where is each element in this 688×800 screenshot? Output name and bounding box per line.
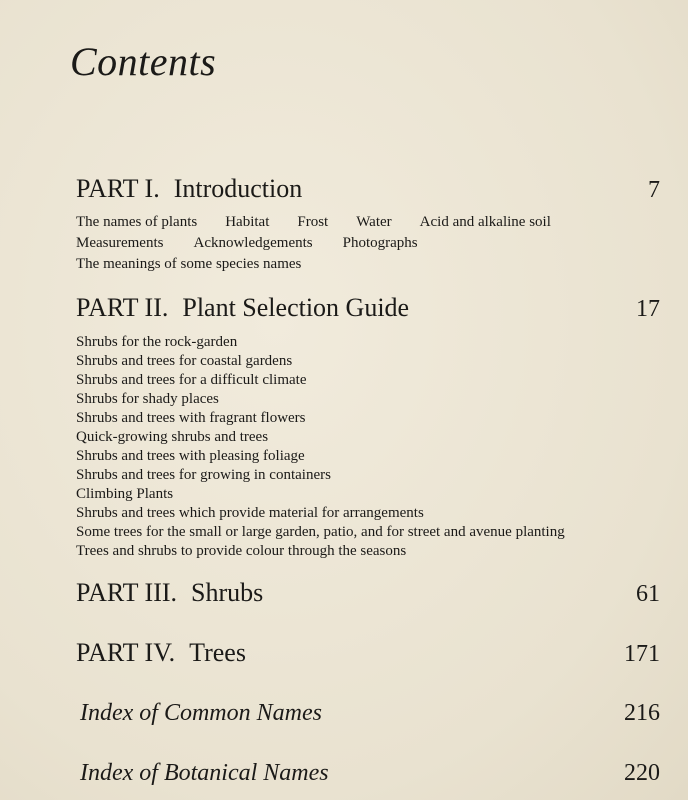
part-2-items [76, 333, 676, 561]
intro-item: Photographs [342, 235, 418, 251]
part-4-page: 171 [624, 641, 660, 667]
intro-item: Frost [297, 214, 329, 230]
intro-item: Habitat [225, 214, 270, 230]
part-4-heading [76, 638, 246, 668]
toc-entry-part-2[interactable] [76, 293, 660, 323]
intro-line-3 [76, 254, 666, 275]
list-item: Quick-growing shrubs and trees [76, 429, 269, 445]
toc-entry-index-common[interactable] [80, 700, 660, 727]
list-item: Shrubs and trees which provide material for arrangements [76, 505, 424, 521]
list-item: Shrubs for the rock-garden [76, 334, 238, 350]
part-3-label: PART III. [76, 578, 178, 607]
part-3-heading [76, 578, 263, 608]
toc-entry-part-3[interactable] [76, 578, 660, 608]
page-title: Contents [70, 39, 217, 84]
list-item: Shrubs and trees for a difficult climate [76, 372, 307, 388]
part-1-name: Introduction [173, 174, 303, 203]
list-item: Shrubs and trees with fragrant flowers [76, 410, 306, 426]
toc-entry-part-1[interactable] [76, 174, 660, 204]
intro-item: Water [356, 214, 392, 230]
list-item: Shrubs and trees for coastal gardens [76, 353, 293, 369]
index-botanical-name: Index of Botanical Names [80, 760, 329, 786]
part-1-page: 7 [648, 177, 660, 203]
list-item: Shrubs for shady places [76, 391, 219, 407]
part-3-page: 61 [636, 581, 660, 607]
part-2-page: 17 [636, 296, 660, 322]
part-2-name: Plant Selection Guide [182, 293, 410, 322]
index-common-page: 216 [624, 700, 660, 726]
intro-item: Acknowledgements [193, 235, 313, 251]
index-common-name: Index of Common Names [80, 700, 322, 726]
toc-entry-index-botanical[interactable] [80, 760, 660, 787]
intro-line-2 [76, 233, 666, 254]
list-item: Shrubs and trees with pleasing foliage [76, 448, 305, 464]
list-item: Climbing Plants [76, 486, 174, 502]
part-2-label: PART II. [76, 293, 169, 322]
index-botanical-page: 220 [624, 760, 660, 786]
list-item: Trees and shrubs to provide colour through the seasons [76, 543, 407, 559]
list-item: Shrubs and trees for growing in containers [76, 467, 331, 483]
intro-item: Measurements [76, 235, 164, 251]
part-1-label: PART I. [76, 174, 160, 203]
list-item: Some trees for the small or large garden, patio, and for street and avenue planting [76, 524, 565, 540]
intro-item: The meanings of some species names [76, 256, 302, 272]
intro-item: Acid and alkaline soil [419, 214, 551, 230]
part-3-name: Shrubs [191, 578, 264, 607]
intro-line-1 [76, 212, 666, 233]
part-4-label: PART IV. [76, 638, 176, 667]
part-2-heading [76, 293, 409, 323]
part-4-name: Trees [189, 638, 246, 667]
toc-entry-part-4[interactable] [76, 638, 660, 668]
part-1-heading [76, 174, 302, 204]
intro-item: The names of plants [76, 214, 198, 230]
part-1-items [76, 212, 666, 275]
